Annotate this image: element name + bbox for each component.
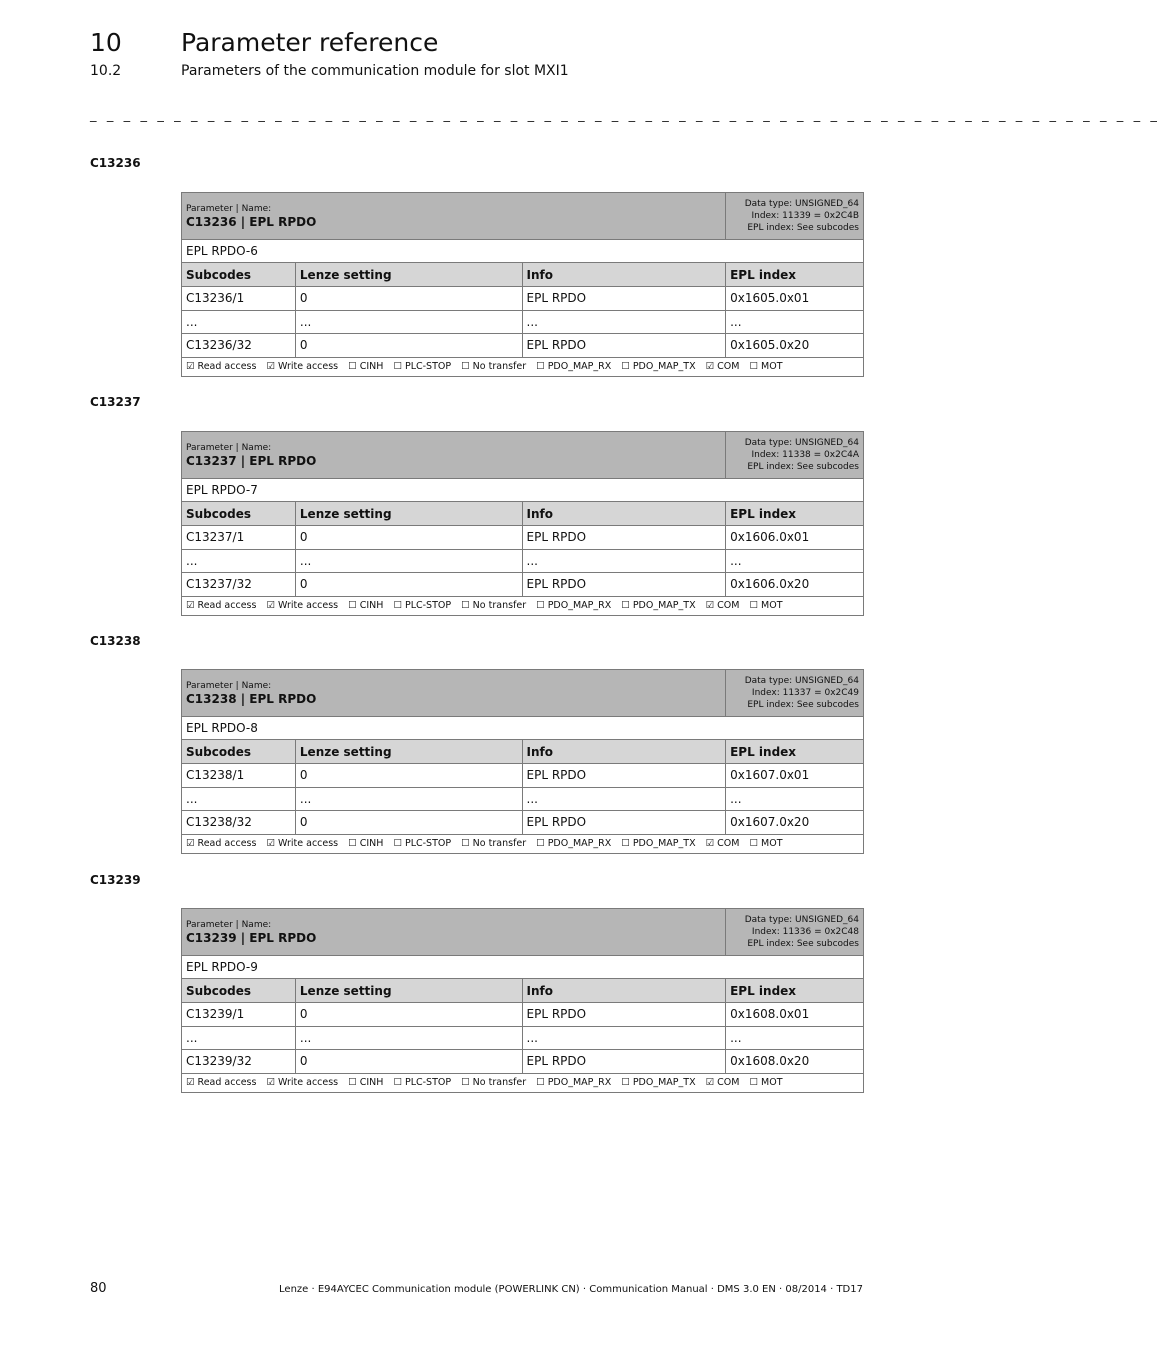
cell-lenze: 0 xyxy=(295,334,522,358)
cell-lenze: 0 xyxy=(295,811,522,835)
param-name: C13236 | EPL RPDO xyxy=(186,214,317,229)
param-name-cell xyxy=(182,670,726,717)
param-index: Index: 11337 = 0x2C49 xyxy=(751,688,859,698)
cell-subcode: C13238/32 xyxy=(182,811,296,835)
cell-info: EPL RPDO xyxy=(522,1050,726,1074)
epl-index-note: EPL index: See subcodes xyxy=(747,462,859,472)
col-header-epl: EPL index xyxy=(726,502,864,526)
cell-info: EPL RPDO xyxy=(522,287,726,311)
cell-info: ... xyxy=(522,1026,726,1050)
header-divider: _ _ _ _ _ _ _ _ _ _ _ _ _ _ _ _ _ _ _ _ _ _ _ _ _ _ _ _ _ _ _ _ _ _ _ _ _ _ _ _ _ _ _ _ _ _ _ _ _ _ _ _ _ _ _ _ _ _ _ _ _ _ _ _ xyxy=(90,108,1160,123)
param-meta-cell xyxy=(726,909,864,956)
cell-info: ... xyxy=(522,549,726,573)
cell-subcode: C13239/32 xyxy=(182,1050,296,1074)
flag-pdo-map-rx: ☐ PDO_MAP_RX xyxy=(536,838,612,849)
cell-info: ... xyxy=(522,310,726,334)
flag-write-access: ☑ Write access xyxy=(266,361,339,372)
flag-read-access: ☑ Read access xyxy=(186,1077,257,1088)
cell-info: EPL RPDO xyxy=(522,764,726,788)
cell-epl: 0x1606.0x01 xyxy=(726,526,864,550)
table-row xyxy=(182,787,864,811)
cell-lenze: ... xyxy=(295,310,522,334)
cell-lenze: 0 xyxy=(295,764,522,788)
epl-index-note: EPL index: See subcodes xyxy=(747,223,859,233)
table-row xyxy=(182,573,864,597)
flag-no-transfer: ☐ No transfer xyxy=(461,600,527,611)
cell-info: EPL RPDO xyxy=(522,811,726,835)
flag-plc-stop: ☐ PLC-STOP xyxy=(393,600,452,611)
param-index: Index: 11338 = 0x2C4A xyxy=(751,450,859,460)
data-type: Data type: UNSIGNED_64 xyxy=(744,915,859,925)
flag-cinh: ☐ CINH xyxy=(348,600,384,611)
col-header-epl: EPL index xyxy=(726,979,864,1003)
cell-lenze: 0 xyxy=(295,573,522,597)
table-row xyxy=(182,310,864,334)
epl-index-note: EPL index: See subcodes xyxy=(747,939,859,949)
param-name-label: Parameter | Name: xyxy=(186,442,272,453)
col-header-info: Info xyxy=(522,502,726,526)
cell-lenze: 0 xyxy=(295,1003,522,1027)
section-number: 10.2 xyxy=(90,63,122,79)
param-description: EPL RPDO-9 xyxy=(182,956,864,979)
cell-subcode: ... xyxy=(182,1026,296,1050)
col-header-subcodes: Subcodes xyxy=(182,979,296,1003)
flag-com: ☑ COM xyxy=(705,600,740,611)
param-description: EPL RPDO-6 xyxy=(182,240,864,263)
param-heading: C13238 xyxy=(90,634,141,648)
param-index: Index: 11339 = 0x2C4B xyxy=(751,211,859,221)
table-row xyxy=(182,334,864,358)
access-flags xyxy=(182,357,864,376)
epl-index-note: EPL index: See subcodes xyxy=(747,700,859,710)
flag-write-access: ☑ Write access xyxy=(266,1077,339,1088)
table-row xyxy=(182,526,864,550)
flag-mot: ☐ MOT xyxy=(749,361,783,372)
table-row xyxy=(182,811,864,835)
cell-epl: 0x1608.0x20 xyxy=(726,1050,864,1074)
flag-cinh: ☐ CINH xyxy=(348,838,384,849)
cell-subcode: C13239/1 xyxy=(182,1003,296,1027)
flag-pdo-map-tx: ☐ PDO_MAP_TX xyxy=(621,838,696,849)
flag-cinh: ☐ CINH xyxy=(348,1077,384,1088)
flag-com: ☑ COM xyxy=(705,838,740,849)
cell-info: EPL RPDO xyxy=(522,1003,726,1027)
cell-lenze: ... xyxy=(295,787,522,811)
param-name-cell xyxy=(182,432,726,479)
data-type: Data type: UNSIGNED_64 xyxy=(744,438,859,448)
cell-lenze: 0 xyxy=(295,526,522,550)
col-header-epl: EPL index xyxy=(726,263,864,287)
cell-lenze: ... xyxy=(295,549,522,573)
cell-info: EPL RPDO xyxy=(522,526,726,550)
flag-pdo-map-tx: ☐ PDO_MAP_TX xyxy=(621,361,696,372)
param-table xyxy=(181,908,864,1093)
cell-epl: ... xyxy=(726,1026,864,1050)
col-header-lenze: Lenze setting xyxy=(295,502,522,526)
table-row xyxy=(182,549,864,573)
cell-subcode: ... xyxy=(182,549,296,573)
param-name-cell xyxy=(182,909,726,956)
chapter-number: 10 xyxy=(90,28,122,57)
param-name: C13237 | EPL RPDO xyxy=(186,453,317,468)
cell-info: EPL RPDO xyxy=(522,334,726,358)
table-row xyxy=(182,1026,864,1050)
col-header-subcodes: Subcodes xyxy=(182,740,296,764)
cell-epl: ... xyxy=(726,787,864,811)
data-type: Data type: UNSIGNED_64 xyxy=(744,676,859,686)
table-row xyxy=(182,764,864,788)
table-row xyxy=(182,1050,864,1074)
param-description: EPL RPDO-8 xyxy=(182,717,864,740)
col-header-lenze: Lenze setting xyxy=(295,263,522,287)
param-name-label: Parameter | Name: xyxy=(186,203,272,214)
cell-epl: 0x1608.0x01 xyxy=(726,1003,864,1027)
cell-epl: 0x1607.0x20 xyxy=(726,811,864,835)
cell-lenze: 0 xyxy=(295,287,522,311)
flag-mot: ☐ MOT xyxy=(749,838,783,849)
col-header-subcodes: Subcodes xyxy=(182,502,296,526)
cell-subcode: C13238/1 xyxy=(182,764,296,788)
flag-no-transfer: ☐ No transfer xyxy=(461,838,527,849)
col-header-epl: EPL index xyxy=(726,740,864,764)
flag-pdo-map-rx: ☐ PDO_MAP_RX xyxy=(536,361,612,372)
col-header-subcodes: Subcodes xyxy=(182,263,296,287)
param-index: Index: 11336 = 0x2C48 xyxy=(751,927,859,937)
col-header-info: Info xyxy=(522,740,726,764)
flag-write-access: ☑ Write access xyxy=(266,600,339,611)
param-heading: C13236 xyxy=(90,156,141,170)
flag-plc-stop: ☐ PLC-STOP xyxy=(393,361,452,372)
access-flags xyxy=(182,834,864,853)
param-table xyxy=(181,669,864,854)
col-header-lenze: Lenze setting xyxy=(295,979,522,1003)
flag-pdo-map-tx: ☐ PDO_MAP_TX xyxy=(621,1077,696,1088)
cell-epl: 0x1607.0x01 xyxy=(726,764,864,788)
cell-subcode: C13236/32 xyxy=(182,334,296,358)
flag-com: ☑ COM xyxy=(705,1077,740,1088)
flag-read-access: ☑ Read access xyxy=(186,600,257,611)
col-header-info: Info xyxy=(522,979,726,1003)
cell-info: ... xyxy=(522,787,726,811)
flag-pdo-map-tx: ☐ PDO_MAP_TX xyxy=(621,600,696,611)
param-name: C13238 | EPL RPDO xyxy=(186,691,317,706)
flag-plc-stop: ☐ PLC-STOP xyxy=(393,1077,452,1088)
cell-subcode: ... xyxy=(182,787,296,811)
section-title: Parameters of the communication module for slot MXI1 xyxy=(181,63,569,79)
cell-lenze: ... xyxy=(295,1026,522,1050)
flag-plc-stop: ☐ PLC-STOP xyxy=(393,838,452,849)
cell-lenze: 0 xyxy=(295,1050,522,1074)
col-header-lenze: Lenze setting xyxy=(295,740,522,764)
param-meta-cell xyxy=(726,432,864,479)
param-heading: C13239 xyxy=(90,873,141,887)
cell-subcode: C13237/1 xyxy=(182,526,296,550)
page-number: 80 xyxy=(90,1281,107,1296)
col-header-info: Info xyxy=(522,263,726,287)
flag-write-access: ☑ Write access xyxy=(266,838,339,849)
cell-epl: 0x1606.0x20 xyxy=(726,573,864,597)
flag-com: ☑ COM xyxy=(705,361,740,372)
cell-subcode: ... xyxy=(182,310,296,334)
cell-epl: 0x1605.0x01 xyxy=(726,287,864,311)
chapter-title: Parameter reference xyxy=(181,28,439,57)
flag-pdo-map-rx: ☐ PDO_MAP_RX xyxy=(536,1077,612,1088)
flag-no-transfer: ☐ No transfer xyxy=(461,1077,527,1088)
flag-mot: ☐ MOT xyxy=(749,600,783,611)
access-flags xyxy=(182,596,864,615)
param-table xyxy=(181,192,864,377)
cell-epl: ... xyxy=(726,310,864,334)
footer-text: Lenze · E94AYCEC Communication module (POWERLINK CN) · Communication Manual · DMS 3.0 EN · 08/2014 · TD17 xyxy=(279,1284,863,1295)
access-flags xyxy=(182,1073,864,1092)
cell-epl: ... xyxy=(726,549,864,573)
flag-no-transfer: ☐ No transfer xyxy=(461,361,527,372)
param-name-cell xyxy=(182,193,726,240)
table-row xyxy=(182,287,864,311)
table-row xyxy=(182,1003,864,1027)
param-name-label: Parameter | Name: xyxy=(186,919,272,930)
param-meta-cell xyxy=(726,670,864,717)
flag-read-access: ☑ Read access xyxy=(186,361,257,372)
param-table xyxy=(181,431,864,616)
flag-cinh: ☐ CINH xyxy=(348,361,384,372)
flag-mot: ☐ MOT xyxy=(749,1077,783,1088)
param-name-label: Parameter | Name: xyxy=(186,680,272,691)
flag-read-access: ☑ Read access xyxy=(186,838,257,849)
param-meta-cell xyxy=(726,193,864,240)
cell-subcode: C13236/1 xyxy=(182,287,296,311)
param-name: C13239 | EPL RPDO xyxy=(186,930,317,945)
data-type: Data type: UNSIGNED_64 xyxy=(744,199,859,209)
cell-subcode: C13237/32 xyxy=(182,573,296,597)
cell-info: EPL RPDO xyxy=(522,573,726,597)
flag-pdo-map-rx: ☐ PDO_MAP_RX xyxy=(536,600,612,611)
param-description: EPL RPDO-7 xyxy=(182,479,864,502)
param-heading: C13237 xyxy=(90,395,141,409)
cell-epl: 0x1605.0x20 xyxy=(726,334,864,358)
